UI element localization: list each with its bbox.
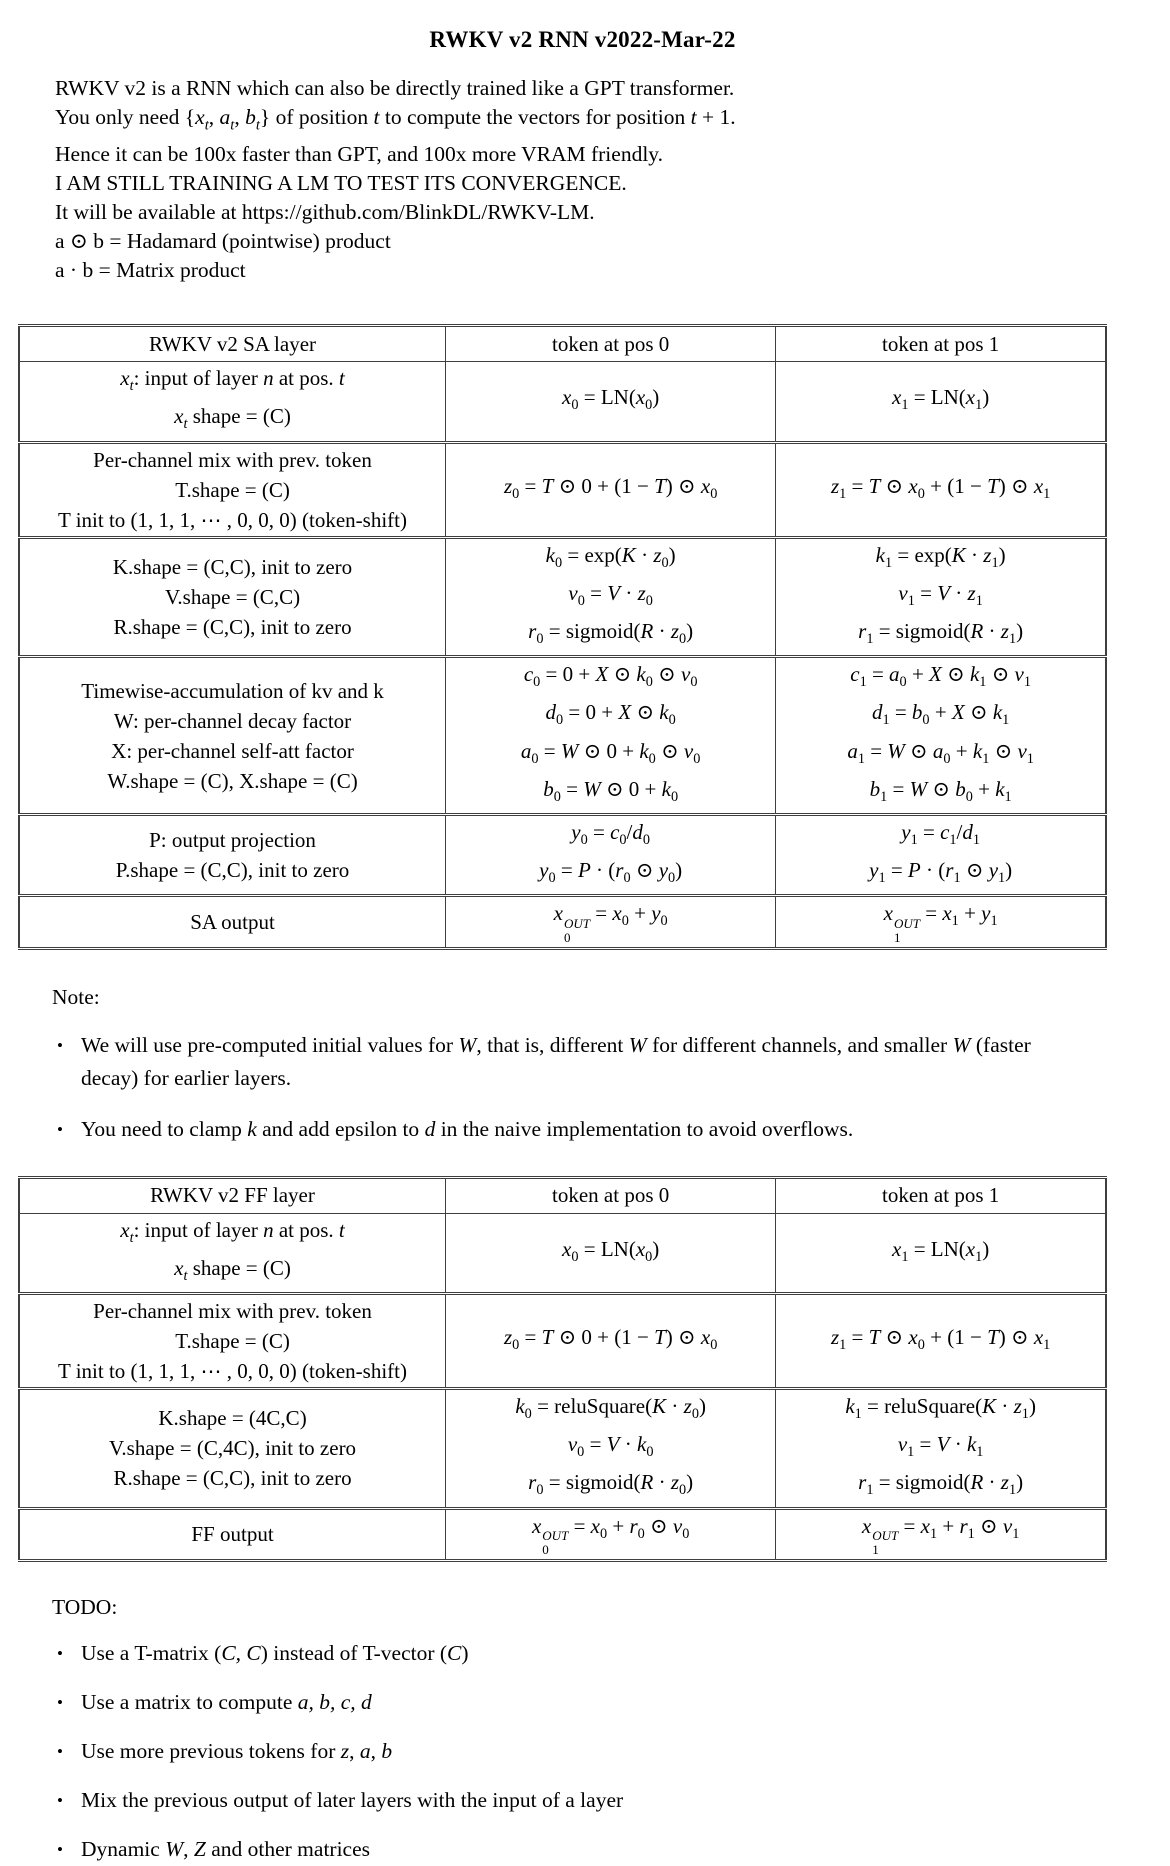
cell-line: $x_0 = LN(x_0)$ [562, 385, 660, 414]
table-header-cell: token at pos 1 [776, 326, 1106, 362]
equation-cell [446, 657, 776, 815]
cell-line: $z_1 = T$ ⊙ $x_0 + (1 - T)$ ⊙ $x_1$ [830, 1324, 1051, 1354]
bullet-icon: • [57, 1839, 63, 1859]
row-label-cell [19, 1508, 446, 1560]
cell-line: $k_0 = \exp(K \cdot z_0)$ [545, 542, 676, 571]
table-row [19, 896, 1106, 948]
cell-line: $x_1 = LN(x_1)$ [891, 1236, 990, 1265]
equation-cell [446, 814, 776, 895]
cell-line: $x_t$: input of layer n at pos. t [120, 366, 345, 395]
cell-line: x OUT 0 = $x_0 + r_0$ ⊙ $v_0$ [531, 1513, 690, 1558]
todo-bullet-text: Mix the previous output of later layers with the input of a layer [81, 1787, 624, 1812]
cell-line: W.shape = (C), X.shape = (C) [107, 768, 358, 793]
table-header-row [19, 1177, 1106, 1213]
equation-cell [776, 1213, 1106, 1293]
cell-line: FF output [191, 1522, 274, 1547]
cell-line: W: per-channel decay factor [113, 708, 352, 733]
table-header-cell: token at pos 1 [776, 1177, 1106, 1213]
intro-paragraph [55, 74, 1170, 285]
note-bullet-text: You need to clamp k and add epsilon to d in the naive implementation to avoid overflows. [81, 1116, 854, 1141]
row-label-cell [19, 442, 446, 537]
cell-line: $x_t$ shape = (C) [174, 404, 291, 433]
table-row [19, 442, 1106, 537]
intro-line: a ⊙ b = Hadamard (pointwise) product [55, 229, 391, 254]
cell-line: Per-channel mix with prev. token [93, 1299, 372, 1324]
todo-bullet-text: Use a matrix to compute a, b, c, d [81, 1689, 372, 1714]
table-row [19, 814, 1106, 895]
cell-line: $v_1 = V \cdot z_1$ [898, 580, 983, 610]
row-label-cell [19, 362, 446, 442]
row-label-cell [19, 1294, 446, 1389]
table-row [19, 657, 1106, 815]
cell-line: $v_0 = V \cdot z_0$ [568, 580, 653, 610]
cell-line: $k_1$ = reluSquare(K · $z_1$) [845, 1394, 1036, 1423]
todo-bullet [57, 1833, 1170, 1866]
cell-line: $k_0$ = reluSquare(K · $z_0$) [515, 1394, 706, 1423]
cell-line: T init to (1, 1, 1, ⋯ , 0, 0, 0) (token-shift) [58, 1359, 408, 1384]
equation-cell [776, 537, 1106, 657]
note-bullet-list [0, 1029, 1170, 1146]
cell-line: $v_1 = V \cdot k_1$ [897, 1432, 984, 1461]
note-bullet-text: We will use pre-computed initial values for W, that is, different W for different channels, and smaller W (faster decay) for earlier layers. [81, 1032, 1031, 1090]
table-row [19, 1508, 1106, 1560]
note-bullet [57, 1113, 1170, 1146]
intro-line: RWKV v2 is a RNN which can also be directly trained like a GPT transformer. [55, 76, 735, 100]
equation-cell [446, 896, 776, 948]
bullet-icon: • [57, 1643, 63, 1663]
cell-line: T.shape = (C) [175, 1329, 290, 1354]
row-label-cell [19, 814, 446, 895]
cell-line: $r_1$ = sigmoid(R · $z_1$) [858, 619, 1024, 648]
cell-line: $r_0$ = sigmoid(R · $z_0$) [528, 619, 694, 648]
ff-layer-table [18, 1176, 1107, 1562]
cell-line: $a_0 = W$ ⊙ $0 + k_0$ ⊙ $v_0$ [520, 738, 701, 767]
equation-cell [776, 896, 1106, 948]
equation-cell [776, 442, 1106, 537]
cell-line: $x_t$ shape = (C) [174, 1255, 291, 1285]
table-header-cell: token at pos 0 [446, 1177, 776, 1213]
cell-line: x OUT 1 = $x_1 + y_1$ [883, 901, 998, 946]
todo-bullet [57, 1784, 1170, 1817]
cell-line: V.shape = (C,C) [164, 584, 301, 609]
todo-heading: TODO: [52, 1594, 118, 1619]
cell-line: $y_0 = c_0/d_0$ [571, 819, 651, 849]
cell-line: SA output [190, 910, 275, 934]
table-header-cell: RWKV v2 SA layer [19, 326, 446, 362]
cell-line: $x_0 = LN(x_0)$ [562, 1236, 660, 1265]
cell-line: Per-channel mix with prev. token [93, 447, 372, 472]
cell-line: x OUT 1 = $x_1 + r_1$ ⊙ $v_1$ [861, 1513, 1020, 1558]
equation-cell [446, 1213, 776, 1293]
cell-line: $y_1 = c_1/d_1$ [901, 819, 981, 849]
bullet-icon: • [57, 1035, 63, 1055]
row-label-cell [19, 896, 446, 948]
cell-line: x OUT 0 = $x_0 + y_0$ [553, 901, 668, 946]
cell-line: $d_0 = 0 + X$ ⊙ $k_0$ [545, 700, 676, 729]
bullet-icon: • [57, 1692, 63, 1712]
row-label-cell [19, 1389, 446, 1509]
bullet-icon: • [57, 1119, 63, 1139]
table-header-row [19, 326, 1106, 362]
page-title: RWKV v2 RNN v2022-Mar-22 [429, 27, 736, 52]
cell-line: $y_0 = P \cdot (r_0$ ⊙ $y_0$) [539, 858, 683, 887]
cell-line: K.shape = (C,C), init to zero [112, 554, 353, 579]
cell-line: $c_1 = a_0 + X$ ⊙ $k_1$ ⊙ $v_1$ [850, 662, 1032, 691]
bullet-icon: • [57, 1790, 63, 1810]
cell-line: $z_0 = T$ ⊙ 0 + (1 − T) ⊙ $x_0$ [503, 473, 718, 502]
table-row [19, 537, 1106, 657]
table-header-cell: RWKV v2 FF layer [19, 1177, 446, 1213]
intro-line: Hence it can be 100x faster than GPT, and 100x more VRAM friendly. [55, 142, 664, 167]
cell-line: T init to (1, 1, 1, ⋯ , 0, 0, 0) (token-shift) [58, 507, 408, 532]
cell-line: Timewise-accumulation of kv and k [81, 678, 384, 703]
equation-cell [776, 1294, 1106, 1389]
todo-bullet-text: Use more previous tokens for z, a, b [81, 1738, 393, 1763]
table-row [19, 1294, 1106, 1389]
intro-line: It will be available at https://github.com/BlinkDL/RWKV-LM. [55, 200, 595, 225]
todo-bullet-text: Dynamic W, Z and other matrices [81, 1836, 370, 1861]
todo-bullet [57, 1686, 1170, 1719]
equation-cell [776, 362, 1106, 442]
table-row [19, 1389, 1106, 1509]
intro-line: a · b = Matrix product [55, 258, 246, 283]
cell-line: P.shape = (C,C), init to zero [115, 858, 350, 883]
cell-line: $c_0 = 0 + X$ ⊙ $k_0$ ⊙ $v_0$ [523, 662, 698, 691]
cell-line: X: per-channel self-att factor [111, 738, 354, 763]
cell-line: $k_1 = \exp(K \cdot z_1)$ [875, 542, 1006, 571]
equation-cell [446, 362, 776, 442]
equation-cell [446, 1294, 776, 1389]
equation-cell [776, 814, 1106, 895]
table-row [19, 362, 1106, 442]
cell-line: K.shape = (4C,C) [158, 1406, 307, 1431]
todo-bullet [57, 1735, 1170, 1768]
equation-cell [776, 1389, 1106, 1509]
cell-line: P: output projection [149, 828, 316, 853]
bullet-icon: • [57, 1741, 63, 1761]
row-label-cell [19, 657, 446, 815]
table-header-cell: token at pos 0 [446, 326, 776, 362]
equation-cell [776, 657, 1106, 815]
note-bullet [57, 1029, 1170, 1095]
cell-line: $d_1 = b_0 + X$ ⊙ $k_1$ [871, 700, 1010, 729]
intro-line: I AM STILL TRAINING A LM TO TEST ITS CONVERGENCE. [55, 171, 627, 196]
cell-line: $a_1 = W$ ⊙ $a_0 + k_1$ ⊙ $v_1$ [847, 738, 1034, 767]
cell-line: $x_t$: input of layer n at pos. t [120, 1217, 345, 1246]
row-label-cell [19, 1213, 446, 1293]
cell-line: R.shape = (C,C), init to zero [113, 614, 352, 639]
equation-cell [446, 537, 776, 657]
equation-cell [446, 1508, 776, 1560]
cell-line: V.shape = (C,4C), init to zero [108, 1436, 357, 1461]
intro-line: You only need {$x_t$, $a_t$, $b_t$} of position t to compute the vectors for position t + 1. [55, 105, 736, 134]
equation-cell [776, 1508, 1106, 1560]
cell-line: R.shape = (C,C), init to zero [113, 1466, 352, 1491]
cell-line: T.shape = (C) [175, 477, 290, 502]
cell-line: $r_1$ = sigmoid(R · $z_1$) [858, 1470, 1024, 1499]
todo-bullet-text: Use a T-matrix (C, C) instead of T-vector (C) [81, 1640, 469, 1665]
todo-bullet-list [0, 1637, 1170, 1866]
cell-line: $x_1 = LN(x_1)$ [891, 385, 990, 414]
cell-line: $b_1 = W$ ⊙ $b_0 + k_1$ [869, 776, 1012, 805]
cell-line: $v_0 = V \cdot k_0$ [567, 1432, 654, 1461]
cell-line: $y_1 = P \cdot (r_1$ ⊙ $y_1$) [869, 858, 1013, 887]
equation-cell [446, 1389, 776, 1509]
equation-cell [446, 442, 776, 537]
cell-line: $z_0 = T$ ⊙ 0 + (1 − T) ⊙ $x_0$ [503, 1324, 718, 1354]
row-label-cell [19, 537, 446, 657]
cell-line: $b_0 = W$ ⊙ $0 + k_0$ [543, 776, 679, 805]
todo-bullet [57, 1637, 1170, 1670]
cell-line: $r_0$ = sigmoid(R · $z_0$) [528, 1470, 694, 1499]
cell-line: $z_1 = T$ ⊙ $x_0 + (1 - T)$ ⊙ $x_1$ [830, 473, 1051, 502]
table-row [19, 1213, 1106, 1293]
sa-layer-table [18, 324, 1107, 949]
note-heading: Note: [52, 984, 100, 1009]
